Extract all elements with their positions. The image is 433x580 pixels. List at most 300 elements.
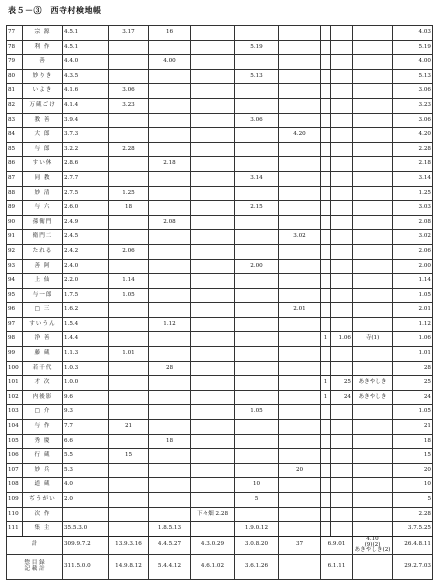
cell-c2 [149, 463, 191, 478]
cell-area [63, 507, 109, 522]
cell-c2 [149, 244, 191, 259]
cell-total: 18 [393, 434, 433, 449]
table-row [7, 420, 433, 435]
cell-c4 [235, 463, 279, 478]
cell-c1 [109, 463, 149, 478]
table-row [7, 69, 433, 84]
cell-total: 2.00 [393, 259, 433, 274]
cell-c8 [353, 317, 393, 332]
cell-c1: 3.17 [109, 26, 149, 41]
cell-c6 [321, 288, 331, 303]
cell-c1 [109, 332, 149, 347]
cell-c6 [321, 317, 331, 332]
cell-name: 浄 善 [23, 332, 63, 347]
cell-c3 [191, 128, 235, 143]
cell-total: 21 [393, 420, 433, 435]
table-row [7, 434, 433, 449]
cell-area: 1.0.0 [63, 376, 109, 391]
cell-c2: 18 [149, 434, 191, 449]
cell-c3 [191, 215, 235, 230]
cell-c6 [321, 186, 331, 201]
total-col-2: 4.4.5.27 [149, 536, 191, 554]
cell-c2 [149, 84, 191, 99]
cell-c1 [109, 69, 149, 84]
cell-c8 [353, 259, 393, 274]
cell-name: 妙 兵 [23, 463, 63, 478]
cell-area: 4.5.1 [63, 40, 109, 55]
cell-no: 77 [7, 26, 23, 41]
cell-name: 上 仙 [23, 274, 63, 289]
cell-area: 1.5.4 [63, 317, 109, 332]
cell-c7 [331, 361, 353, 376]
cell-total: 5 [393, 493, 433, 508]
cell-name: いよき [23, 84, 63, 99]
cell-c5 [279, 157, 321, 172]
cell-c5 [279, 244, 321, 259]
cell-name: ぢうがい [23, 493, 63, 508]
cell-c8 [353, 69, 393, 84]
table-row [7, 332, 433, 347]
cell-c3 [191, 434, 235, 449]
cell-c6 [321, 493, 331, 508]
cell-c2 [149, 274, 191, 289]
cell-c8 [353, 303, 393, 318]
cell-c3 [191, 186, 235, 201]
cell-c6 [321, 405, 331, 420]
cell-c4 [235, 244, 279, 259]
cell-c7 [331, 171, 353, 186]
cell-c7 [331, 142, 353, 157]
cell-c2: 16 [149, 26, 191, 41]
cell-c3 [191, 376, 235, 391]
cell-c8 [353, 347, 393, 362]
cell-c6 [321, 171, 331, 186]
cell-c2 [149, 390, 191, 405]
cell-c5 [279, 507, 321, 522]
cell-c1: 15 [109, 449, 149, 464]
cell-no: 84 [7, 128, 23, 143]
cell-c6 [321, 128, 331, 143]
cell-c4: 5.19 [235, 40, 279, 55]
total-col-7-top: 4.10 [366, 536, 379, 542]
cell-c8 [353, 463, 393, 478]
cell-c7 [331, 215, 353, 230]
table-row [7, 201, 433, 216]
cell-c2 [149, 40, 191, 55]
cell-name: 与 六 [23, 201, 63, 216]
total-col-7 [353, 536, 393, 554]
cell-c6 [321, 434, 331, 449]
cell-c5 [279, 26, 321, 41]
cell-c7 [331, 186, 353, 201]
cell-no: 102 [7, 390, 23, 405]
cell-no: 79 [7, 55, 23, 70]
cell-name: すいうん [23, 317, 63, 332]
table-row [7, 40, 433, 55]
cell-c2 [149, 347, 191, 362]
cell-c5 [279, 449, 321, 464]
cell-total: 25 [393, 376, 433, 391]
cell-c1 [109, 317, 149, 332]
cell-no: 104 [7, 420, 23, 435]
cell-c8 [353, 420, 393, 435]
cell-c4 [235, 186, 279, 201]
cell-c5 [279, 274, 321, 289]
cell-total: 5.19 [393, 40, 433, 55]
cell-c7 [331, 69, 353, 84]
cell-c3 [191, 478, 235, 493]
cell-no: 105 [7, 434, 23, 449]
table-row [7, 317, 433, 332]
cell-c7 [331, 98, 353, 113]
mokuroku-col-2: 5.4.4.12 [149, 554, 191, 579]
total-col-6: 6.9.01 [321, 536, 353, 554]
table-row [7, 507, 433, 522]
cell-c3 [191, 40, 235, 55]
cell-c3 [191, 332, 235, 347]
cell-c4 [235, 303, 279, 318]
cell-c5 [279, 171, 321, 186]
cell-no: 91 [7, 230, 23, 245]
cell-c6 [321, 113, 331, 128]
table-row [7, 361, 433, 376]
cell-c8 [353, 434, 393, 449]
cell-c2 [149, 478, 191, 493]
cell-c7 [331, 244, 353, 259]
cell-c4 [235, 288, 279, 303]
table-row [7, 142, 433, 157]
total-col-1: 13.9.3.16 [109, 536, 149, 554]
cell-area: 9.6 [63, 390, 109, 405]
cell-c5 [279, 522, 321, 537]
cell-total: 3.06 [393, 84, 433, 99]
cell-c3 [191, 390, 235, 405]
cell-c5 [279, 113, 321, 128]
cell-c8 [353, 244, 393, 259]
cell-c6 [321, 463, 331, 478]
cell-c3 [191, 201, 235, 216]
cell-c4 [235, 420, 279, 435]
cell-c5 [279, 405, 321, 420]
cell-c3 [191, 303, 235, 318]
cell-c1 [109, 230, 149, 245]
cell-no: 99 [7, 347, 23, 362]
cell-name: 大 郎 [23, 128, 63, 143]
cell-c4: 1.9.0.12 [235, 522, 279, 537]
cell-c2: 2.08 [149, 215, 191, 230]
cell-c5 [279, 347, 321, 362]
cell-c5 [279, 493, 321, 508]
cell-name: 孫衛門 [23, 215, 63, 230]
cell-c8 [353, 507, 393, 522]
cell-c4: 1.05 [235, 405, 279, 420]
cell-c5 [279, 69, 321, 84]
cell-c2 [149, 128, 191, 143]
cell-name: 善 [23, 55, 63, 70]
cell-c8 [353, 128, 393, 143]
cell-c4 [235, 507, 279, 522]
cell-c7 [331, 84, 353, 99]
cell-c1 [109, 40, 149, 55]
mokuroku-label-top: 惣 目 録 [24, 560, 45, 567]
cell-c6 [321, 84, 331, 99]
cell-c2 [149, 186, 191, 201]
cell-c7 [331, 493, 353, 508]
cell-c5: 20 [279, 463, 321, 478]
table-row [7, 522, 433, 537]
grand-total: 26.4.8.11 [393, 536, 433, 554]
table-row [7, 215, 433, 230]
mokuroku-col-7 [353, 554, 393, 579]
cell-area: 2.7.5 [63, 186, 109, 201]
cell-c2 [149, 376, 191, 391]
cell-c8 [353, 142, 393, 157]
cell-no: 109 [7, 493, 23, 508]
table-row [7, 26, 433, 41]
cell-c1 [109, 215, 149, 230]
cell-area: 1.0.3 [63, 361, 109, 376]
table-row [7, 171, 433, 186]
cell-total: 1.06 [393, 332, 433, 347]
cell-c6 [321, 347, 331, 362]
cell-c4 [235, 157, 279, 172]
cell-area: 6.6 [63, 434, 109, 449]
table-body [7, 26, 433, 537]
cell-total: 4.00 [393, 55, 433, 70]
cell-total: 1.25 [393, 186, 433, 201]
cell-area: 9.3 [63, 405, 109, 420]
cell-c5 [279, 478, 321, 493]
cell-c7 [331, 405, 353, 420]
cell-c4 [235, 215, 279, 230]
cell-total: 1.05 [393, 405, 433, 420]
cell-no: 87 [7, 171, 23, 186]
cell-c8 [353, 55, 393, 70]
cell-c8 [353, 40, 393, 55]
cell-c7 [331, 434, 353, 449]
cell-total: 2.18 [393, 157, 433, 172]
cell-no: 86 [7, 157, 23, 172]
cell-c6: 1 [321, 332, 331, 347]
table-row [7, 157, 433, 172]
cell-c7 [331, 230, 353, 245]
cell-no: 106 [7, 449, 23, 464]
cell-name: 与 作 [23, 420, 63, 435]
cell-name: 妙 清 [23, 186, 63, 201]
cell-no: 83 [7, 113, 23, 128]
cell-c8: あきやしき [353, 376, 393, 391]
cell-c7 [331, 274, 353, 289]
cell-c5 [279, 420, 321, 435]
cell-c1: 3.06 [109, 84, 149, 99]
cell-c3 [191, 522, 235, 537]
table-row [7, 259, 433, 274]
cell-area: 2.4.0 [63, 259, 109, 274]
cell-area: 2.4.9 [63, 215, 109, 230]
total-col-4: 3.0.8.20 [235, 536, 279, 554]
cell-c3 [191, 171, 235, 186]
mokuroku-total: 29.2.7.03 [393, 554, 433, 579]
table-row [7, 113, 433, 128]
cell-c4: 5.13 [235, 69, 279, 84]
table-row [7, 405, 433, 420]
cell-c5 [279, 142, 321, 157]
total-label: 計 [7, 536, 63, 554]
cell-no: 103 [7, 405, 23, 420]
table-row [7, 230, 433, 245]
total-row [7, 536, 433, 554]
table-row [7, 493, 433, 508]
cell-total: 5.13 [393, 69, 433, 84]
cell-c2 [149, 405, 191, 420]
mokuroku-col-3: 4.6.1.02 [191, 554, 235, 579]
cell-c3 [191, 405, 235, 420]
cell-c2 [149, 113, 191, 128]
cell-no: 90 [7, 215, 23, 230]
cell-total: 20 [393, 463, 433, 478]
cell-c4: 10 [235, 478, 279, 493]
cell-c3 [191, 449, 235, 464]
cell-c3 [191, 69, 235, 84]
cell-c4 [235, 26, 279, 41]
cell-c8 [353, 157, 393, 172]
cell-c3 [191, 274, 235, 289]
cell-name: 行 蔵 [23, 449, 63, 464]
total-col-7-mid: (9)(2) [364, 541, 381, 548]
cell-c2 [149, 69, 191, 84]
cell-c8 [353, 230, 393, 245]
cell-name: たれる [23, 244, 63, 259]
cell-c8 [353, 522, 393, 537]
cell-c3 [191, 113, 235, 128]
cell-c8 [353, 186, 393, 201]
cell-c6 [321, 201, 331, 216]
cell-c3 [191, 420, 235, 435]
cell-total: 3.02 [393, 230, 433, 245]
cell-c5 [279, 317, 321, 332]
cell-c4: 3.06 [235, 113, 279, 128]
mokuroku-area: 311.5.0.0 [63, 554, 109, 579]
cell-c2 [149, 507, 191, 522]
cell-c2: 2.18 [149, 157, 191, 172]
cell-c1: 1.25 [109, 186, 149, 201]
cell-c6: 1 [321, 390, 331, 405]
cell-c6 [321, 230, 331, 245]
cell-c3 [191, 317, 235, 332]
cell-c1 [109, 507, 149, 522]
cell-c1 [109, 522, 149, 537]
mokuroku-label [7, 554, 63, 579]
cell-no: 111 [7, 522, 23, 537]
cell-area: 4.4.0 [63, 55, 109, 70]
cell-c2 [149, 420, 191, 435]
cell-c5: 4.20 [279, 128, 321, 143]
cell-no: 101 [7, 376, 23, 391]
cell-total: 2.28 [393, 507, 433, 522]
cell-name: 善 阿 [23, 259, 63, 274]
cell-c2 [149, 142, 191, 157]
cell-area: 2.4.2 [63, 244, 109, 259]
cell-c1 [109, 361, 149, 376]
cell-c1 [109, 303, 149, 318]
cell-c5 [279, 201, 321, 216]
cell-c7 [331, 26, 353, 41]
cell-c2 [149, 493, 191, 508]
cell-name: 利 作 [23, 40, 63, 55]
cell-c1 [109, 493, 149, 508]
cell-c6 [321, 98, 331, 113]
cell-name: 内後影 [23, 390, 63, 405]
cell-no: 89 [7, 201, 23, 216]
cell-no: 95 [7, 288, 23, 303]
cell-no: 100 [7, 361, 23, 376]
cell-c3 [191, 347, 235, 362]
cell-total: 1.12 [393, 317, 433, 332]
cell-c8 [353, 288, 393, 303]
cell-c1: 2.06 [109, 244, 149, 259]
cell-total: 2.08 [393, 215, 433, 230]
cell-c3 [191, 230, 235, 245]
cell-c6 [321, 449, 331, 464]
cell-c1: 1.14 [109, 274, 149, 289]
cell-total: 1.14 [393, 274, 433, 289]
cell-total: 1.05 [393, 288, 433, 303]
cell-c5 [279, 259, 321, 274]
cell-c2 [149, 98, 191, 113]
cell-c6 [321, 420, 331, 435]
cell-c1 [109, 376, 149, 391]
table-row [7, 55, 433, 70]
cell-c2 [149, 303, 191, 318]
cell-c6 [321, 522, 331, 537]
cell-c7 [331, 157, 353, 172]
cell-c6 [321, 244, 331, 259]
cell-area: 1.7.5 [63, 288, 109, 303]
cell-c7 [331, 463, 353, 478]
cell-c4 [235, 361, 279, 376]
cell-area: 4.1.6 [63, 84, 109, 99]
cell-name: 道 蔵 [23, 478, 63, 493]
cell-c6 [321, 55, 331, 70]
cell-c4 [235, 449, 279, 464]
cell-c1 [109, 259, 149, 274]
cell-c6 [321, 259, 331, 274]
cell-c8 [353, 215, 393, 230]
cell-c5 [279, 288, 321, 303]
cell-area: 4.0 [63, 478, 109, 493]
cell-no: 98 [7, 332, 23, 347]
cell-no: 85 [7, 142, 23, 157]
cell-total: 2.28 [393, 142, 433, 157]
cell-c5 [279, 434, 321, 449]
cell-c6 [321, 69, 331, 84]
cell-c8 [353, 84, 393, 99]
cell-total: 4.20 [393, 128, 433, 143]
cell-c4 [235, 332, 279, 347]
cell-total: 28 [393, 361, 433, 376]
cell-no: 78 [7, 40, 23, 55]
cell-c6: 1 [321, 376, 331, 391]
cell-c7 [331, 113, 353, 128]
cell-c1 [109, 113, 149, 128]
cell-c7 [331, 449, 353, 464]
cell-c3 [191, 288, 235, 303]
cell-name: 秀 慶 [23, 434, 63, 449]
cell-c4 [235, 317, 279, 332]
table-title: 表５－③ 西寺村検地帳 [8, 5, 102, 15]
cell-c5 [279, 361, 321, 376]
cell-area: 3.7.3 [63, 128, 109, 143]
